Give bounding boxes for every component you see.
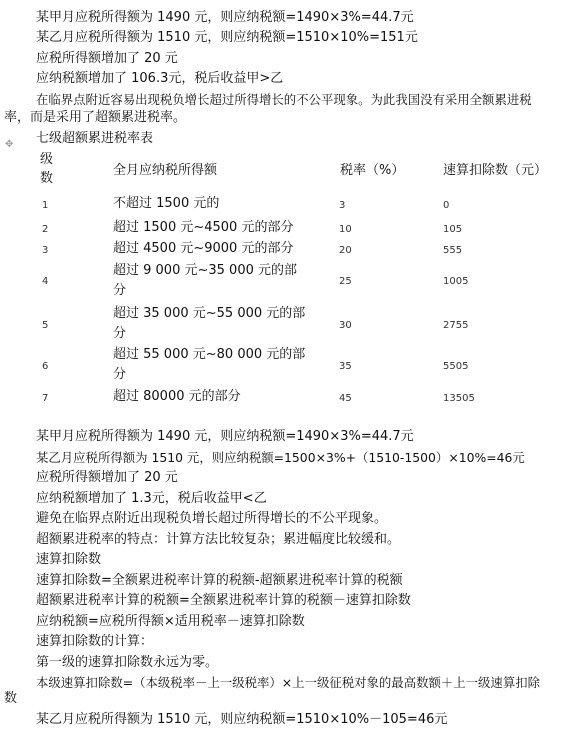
final-example-line: 某乙月应税所得额为 1510 元，则应纳税额=1510×10%－105=46元 bbox=[36, 712, 448, 727]
row-6-income-cont: 分 bbox=[113, 367, 127, 382]
bottom-line-9: 超额累进税率计算的税额=全额累进税率计算的税额－速算扣除数 bbox=[36, 593, 411, 608]
row-1-deduction: 0 bbox=[443, 200, 450, 211]
header-income: 全月应纳税所得额 bbox=[113, 163, 218, 178]
paragraph-line-2: 率，而是采用了超额累进税率。 bbox=[4, 110, 187, 125]
bottom-line-3: 应税所得额增加了 20 元 bbox=[36, 470, 178, 485]
bottom-line-11: 速算扣除数的计算： bbox=[36, 634, 154, 649]
row-1-rate: 3 bbox=[339, 200, 346, 211]
row-3-income: 超过 4500 元~9000 元的部分 bbox=[113, 241, 294, 256]
header-level-2: 数 bbox=[40, 171, 54, 186]
bottom-line-1: 某甲月应税所得额为 1490 元，则应纳税额=1490×3%=44.7元 bbox=[36, 429, 414, 444]
bottom-line-10: 应纳税额=应税所得额×适用税率－速算扣除数 bbox=[36, 614, 305, 629]
example-line-3: 应税所得额增加了 20 元 bbox=[36, 51, 178, 66]
row-6-deduction: 5505 bbox=[443, 361, 469, 372]
row-7-income: 超过 80000 元的部分 bbox=[113, 389, 241, 404]
row-2-level: 2 bbox=[42, 224, 49, 235]
table-title: 七级超额累进税率表 bbox=[36, 131, 154, 146]
row-5-level: 5 bbox=[42, 320, 49, 331]
bottom-line-12: 第一级的速算扣除数永远为零。 bbox=[36, 655, 219, 670]
row-7-deduction: 13505 bbox=[443, 393, 475, 404]
row-2-deduction: 105 bbox=[443, 224, 463, 235]
row-4-income-cont: 分 bbox=[113, 283, 127, 298]
row-5-income: 超过 35 000 元~55 000 元的部 bbox=[113, 306, 306, 321]
example-line-1: 某甲月应税所得额为 1490 元，则应纳税额=1490×3%=44.7元 bbox=[36, 10, 414, 25]
row-6-rate: 35 bbox=[339, 361, 352, 372]
row-5-income-cont: 分 bbox=[113, 326, 127, 341]
row-3-deduction: 555 bbox=[443, 245, 463, 256]
row-4-rate: 25 bbox=[339, 276, 352, 287]
row-6-level: 6 bbox=[42, 361, 49, 372]
row-1-level: 1 bbox=[42, 200, 49, 211]
example-line-2: 某乙月应税所得额为 1510 元，则应纳税额=1510×10%=151元 bbox=[36, 30, 418, 45]
header-deduction: 速算扣除数（元） bbox=[443, 163, 548, 178]
row-5-rate: 30 bbox=[339, 320, 352, 331]
bottom-line-7: 速算扣除数 bbox=[36, 552, 102, 567]
row-7-rate: 45 bbox=[339, 393, 352, 404]
row-5-deduction: 2755 bbox=[443, 320, 469, 331]
row-4-income: 超过 9 000 元~35 000 元的部 bbox=[113, 263, 297, 278]
row-6-income: 超过 55 000 元~80 000 元的部 bbox=[113, 347, 306, 362]
bottom-line-5: 避免在临界点附近出现税负增长超过所得增长的不公平现象。 bbox=[36, 511, 388, 526]
header-level-1: 级 bbox=[40, 152, 54, 167]
bottom-line-4: 应纳税额增加了 1.3元，税后收益甲<乙 bbox=[36, 491, 267, 506]
row-2-rate: 10 bbox=[339, 224, 352, 235]
paragraph-line-1: 在临界点附近容易出现税负增长超过所得增长的不公平现象。为此我国没有采用全额累进税 bbox=[36, 92, 532, 107]
row-2-income: 超过 1500 元~4500 元的部分 bbox=[113, 220, 294, 235]
bottom-line-6: 超额累进税率的特点：计算方法比较复杂；累进幅度比较缓和。 bbox=[36, 532, 401, 547]
formula-line-2: 数 bbox=[4, 691, 18, 706]
header-rate: 税率（%） bbox=[340, 163, 405, 178]
row-4-level: 4 bbox=[42, 276, 49, 287]
example-line-4: 应纳税额增加了 106.3元，税后收益甲>乙 bbox=[36, 71, 284, 86]
anchor-cross-icon: ✥ bbox=[5, 139, 14, 150]
row-1-income: 不超过 1500 元的 bbox=[113, 196, 220, 211]
bottom-line-8: 速算扣除数=全额累进税率计算的税额-超额累进税率计算的税额 bbox=[36, 573, 403, 588]
bottom-line-2: 某乙月应税所得额为 1510 元，则应纳税额=1500×3%+（1510-1500）×10%=46元 bbox=[36, 450, 525, 465]
row-7-level: 7 bbox=[42, 393, 49, 404]
row-3-rate: 20 bbox=[339, 245, 352, 256]
row-4-deduction: 1005 bbox=[443, 276, 469, 287]
formula-line-1: 本级速算扣除数=（本级税率－上一级税率）×上一级征税对象的最高数额＋上一级速算扣除 bbox=[36, 675, 540, 690]
row-3-level: 3 bbox=[42, 245, 49, 256]
